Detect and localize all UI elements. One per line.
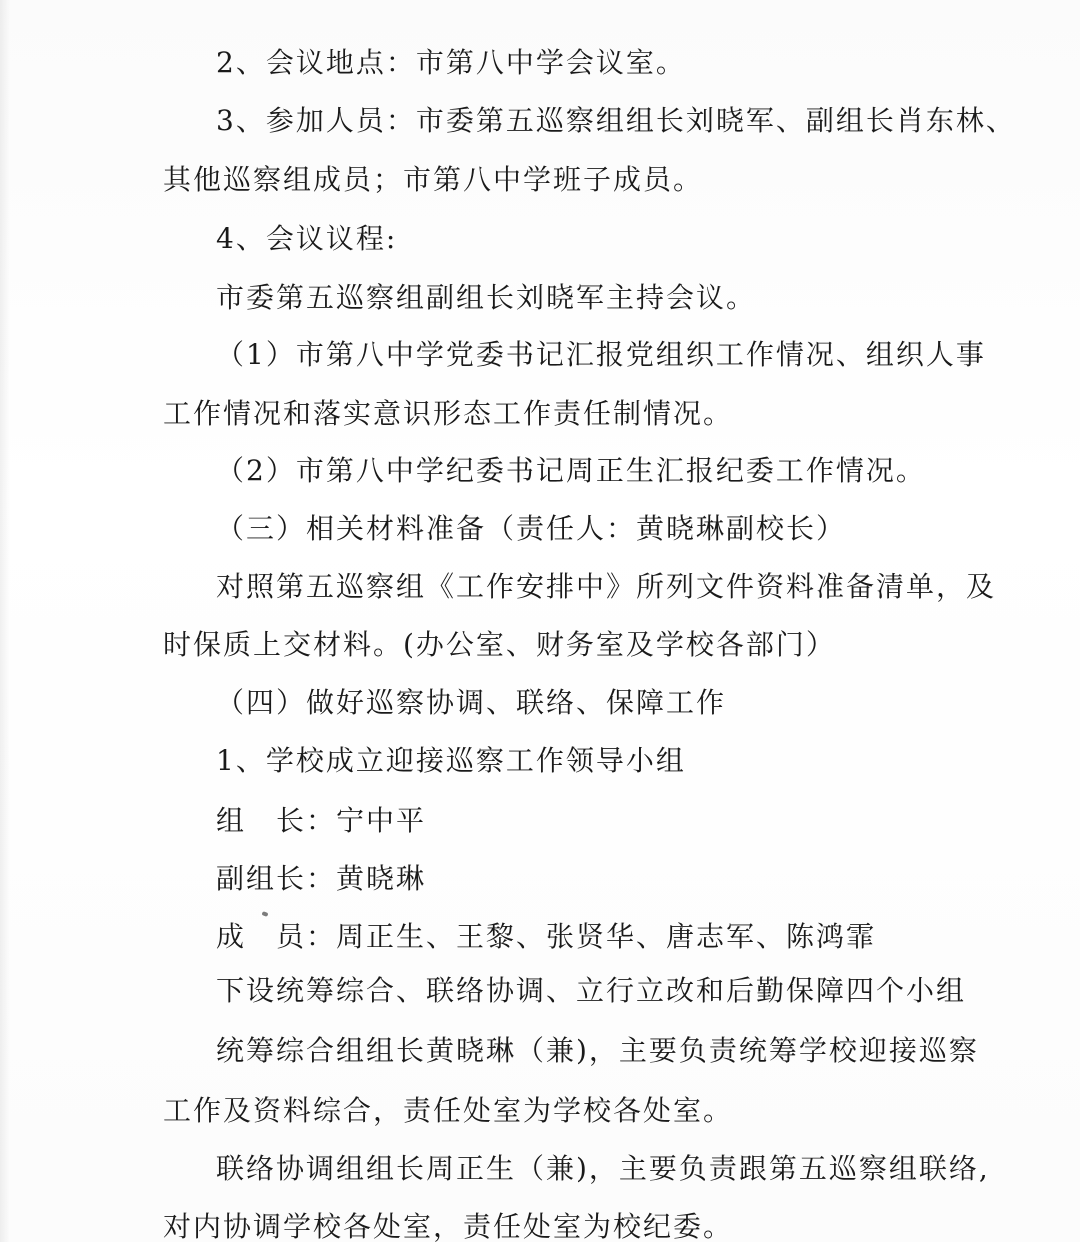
text-line-group-leader: 组 长：宁中平 xyxy=(216,804,427,837)
text-line-section-four: （四）做好巡察协调、联络、保障工作 xyxy=(216,686,727,719)
page-edge-shadow xyxy=(0,0,10,1242)
text-line-agenda-item-2: （2）市第八中学纪委书记周正生汇报纪委工作情况。 xyxy=(216,454,926,487)
text-line-attendees: 3、参加人员：市委第五巡察组组长刘晓军、副组长肖东林、 xyxy=(216,104,1016,137)
text-line-liaison-group-cont: 对内协调学校各处室，责任处室为校纪委。 xyxy=(163,1210,734,1242)
text-line-attendees-cont: 其他巡察组成员；市第八中学班子成员。 xyxy=(163,163,704,196)
text-line-leadership-group: 1、学校成立迎接巡察工作领导小组 xyxy=(216,744,686,777)
text-line-coordination-group: 统筹综合组组长黄晓琳（兼)，主要负责统筹学校迎接巡察 xyxy=(216,1034,979,1067)
text-line-coordination-group-cont: 工作及资料综合，责任处室为学校各处室。 xyxy=(163,1094,734,1127)
text-line-agenda-item-1-cont: 工作情况和落实意识形态工作责任制情况。 xyxy=(163,397,734,430)
ink-speck xyxy=(261,911,268,917)
text-line-deputy-leader: 副组长：黄晓琳 xyxy=(216,862,427,895)
text-line-agenda-heading: 4、会议议程: xyxy=(216,222,398,255)
text-line-section-three: （三）相关材料准备（责任人：黄晓琳副校长） xyxy=(216,512,847,545)
text-line-subgroups: 下设统筹综合、联络协调、立行立改和后勤保障四个小组 xyxy=(216,974,967,1007)
text-line-materials: 对照第五巡察组《工作安排中》所列文件资料准备清单，及 xyxy=(216,570,997,603)
text-line-host: 市委第五巡察组副组长刘晓军主持会议。 xyxy=(216,281,757,314)
text-line-liaison-group: 联络协调组组长周正生（兼)，主要负责跟第五巡察组联络, xyxy=(216,1152,990,1185)
text-line-meeting-location: 2、会议地点：市第八中学会议室。 xyxy=(216,46,686,79)
text-line-members: 成 员：周正生、王黎、张贤华、唐志军、陈鸿霏 xyxy=(216,920,877,953)
text-line-agenda-item-1: （1）市第八中学党委书记汇报党组织工作情况、组织人事 xyxy=(216,338,986,371)
text-line-materials-cont: 时保质上交材料。(办公室、财务室及学校各部门） xyxy=(163,628,836,661)
